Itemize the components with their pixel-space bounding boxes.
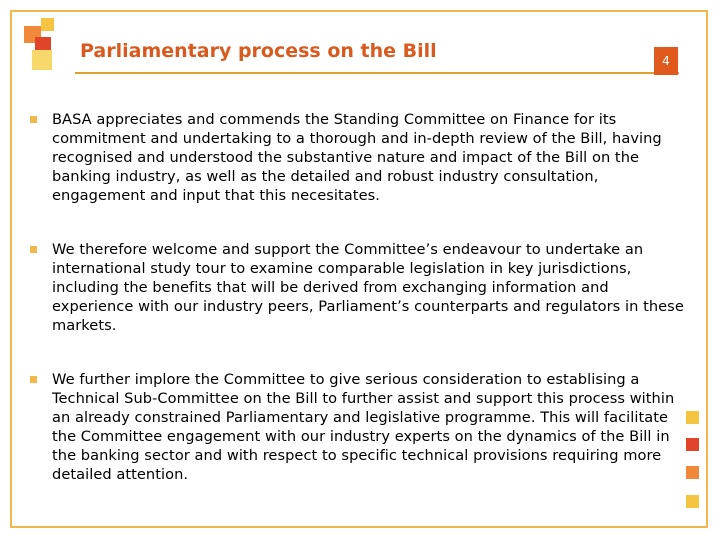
- logo-square-yellow: [41, 18, 54, 31]
- page-title: Parliamentary process on the Bill: [80, 40, 437, 62]
- title-divider: [75, 72, 679, 74]
- bullet-text: BASA appreciates and commends the Standing Committee on Finance for its commitment and undertaking to a thorough and in-depth review of the Bill, having recognised and understood the substantive nature and impact of the Bill on the banking industry, as well as the detailed and robust industry consultation, engagement and input that this necesitates.: [52, 111, 662, 204]
- deco-square-light-yellow: [686, 495, 699, 508]
- bullet-text: We further implore the Committee to give serious consideration to establising a Technical Sub-Committee on the Bill to further assist and support this process within an already constrained Parliamentary and legislative programme. This will facilitate the Committee engagement with our industry experts on the dynamics of the Bill in the banking sector and with respect to specific technical provisions requiring more detailed attention.: [52, 371, 675, 483]
- list-item: [30, 110, 690, 205]
- bullet-square-icon: [30, 116, 37, 123]
- deco-square-red: [686, 438, 699, 451]
- bullet-square-icon: [30, 246, 37, 253]
- deco-square-yellow: [686, 411, 699, 424]
- logo-square-light-yellow: [32, 50, 52, 70]
- bullet-text: We therefore welcome and support the Committee’s endeavour to undertake an international study tour to examine comparable legislation in key jurisdictions, including the benefits that will be derived from exchanging information and experience with our industry peers, Parliament’s counterparts and regulators in these markets.: [52, 241, 684, 334]
- bullet-list: [30, 110, 690, 519]
- list-item: [30, 240, 690, 335]
- list-item: [30, 370, 690, 484]
- page-number-badge: 4: [654, 47, 678, 75]
- bullet-square-icon: [30, 376, 37, 383]
- deco-square-orange: [686, 466, 699, 479]
